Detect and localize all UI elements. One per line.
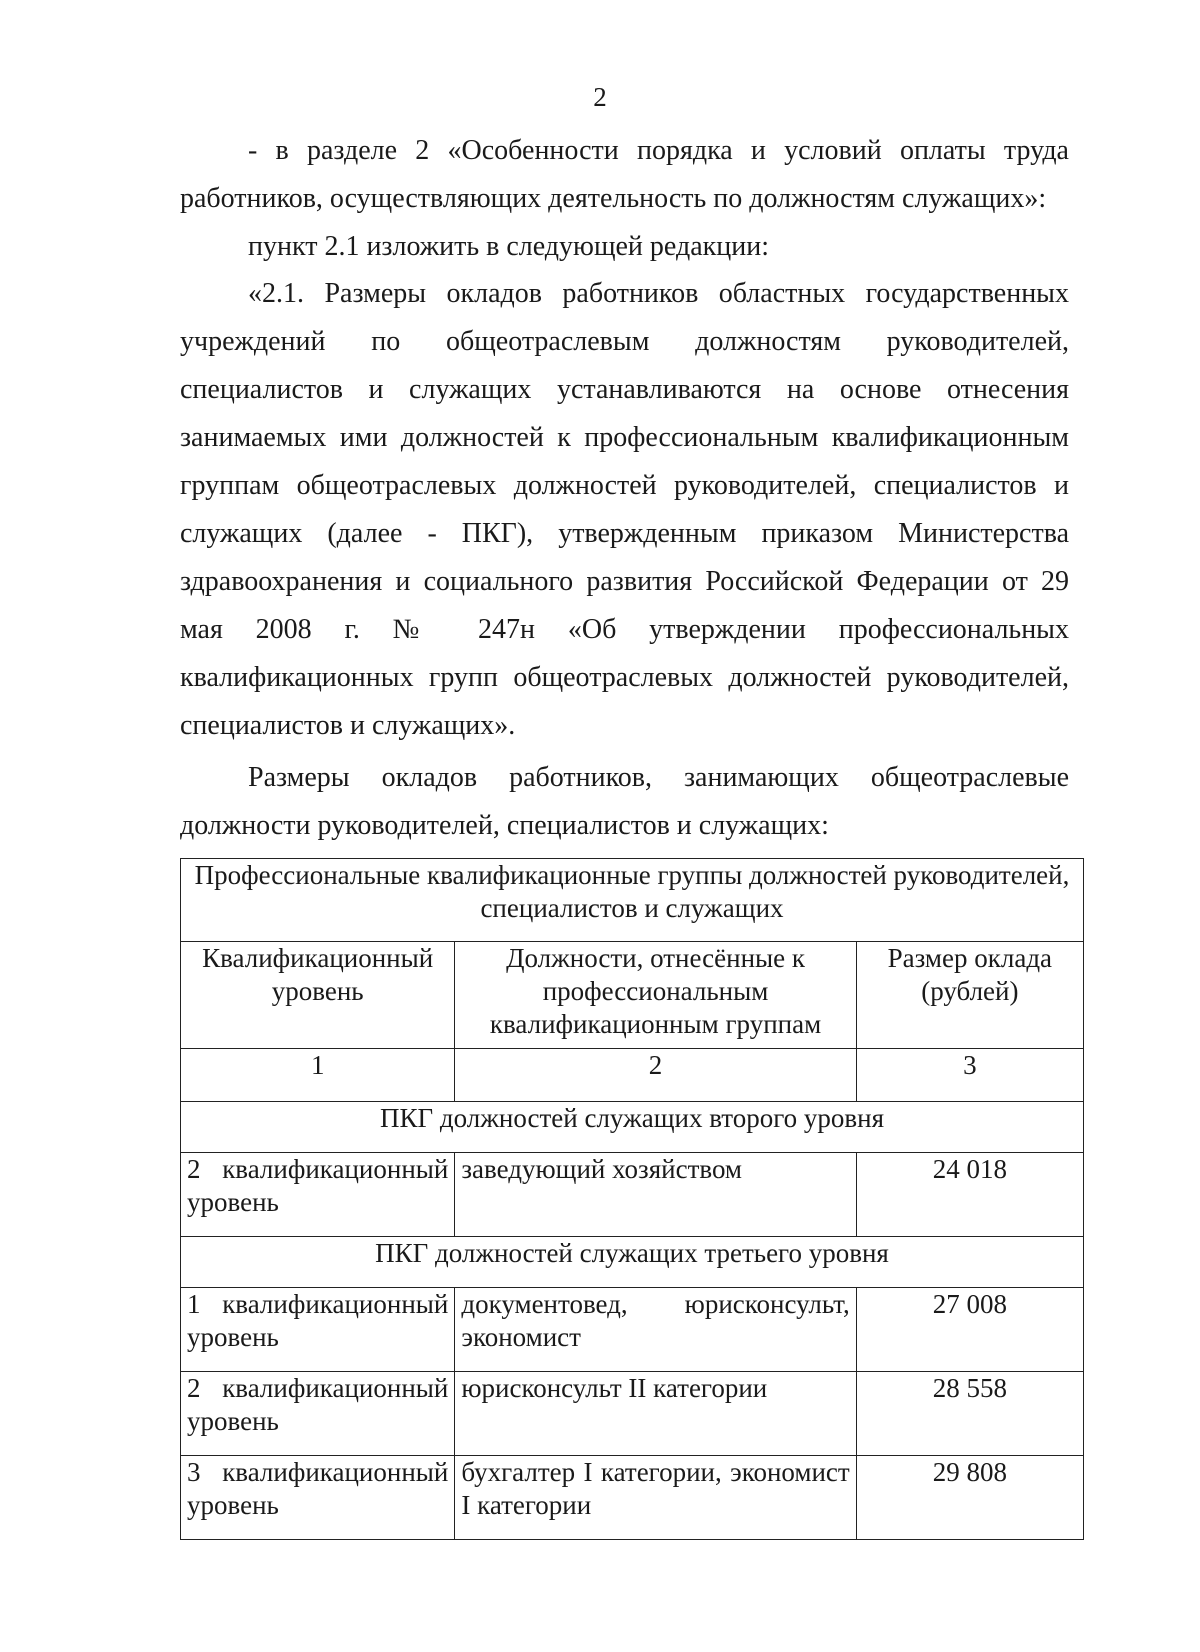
header-salary: Размер оклада (рублей) bbox=[856, 942, 1083, 1049]
positions-cell: бухгалтер I категории, экономист I категории bbox=[455, 1456, 856, 1540]
level-tail: уровень bbox=[187, 1406, 279, 1436]
level-cell bbox=[181, 1153, 455, 1237]
amendment-intro bbox=[180, 127, 1069, 223]
level-number: 3 bbox=[187, 1457, 201, 1487]
table-row bbox=[181, 1372, 1084, 1456]
column-number-row bbox=[181, 1049, 1084, 1102]
page-number: 2 bbox=[593, 82, 607, 112]
column-number: 2 bbox=[455, 1049, 856, 1102]
table-title: Профессиональные квалификационные группы должностей руководителей, специалистов и служащих bbox=[181, 859, 1084, 942]
column-number: 3 bbox=[856, 1049, 1083, 1102]
level-tail: уровень bbox=[187, 1490, 279, 1520]
salary-cell: 27 008 bbox=[856, 1288, 1083, 1372]
table-header-row bbox=[181, 942, 1084, 1049]
table-row bbox=[181, 1153, 1084, 1237]
salary-cell: 28 558 bbox=[856, 1372, 1083, 1456]
table-row bbox=[181, 1288, 1084, 1372]
level-number: 2 bbox=[187, 1154, 201, 1184]
clause-2-1 bbox=[180, 270, 1069, 750]
header-positions: Должности, отнесённые к профессиональным квалификационным группам bbox=[455, 942, 856, 1049]
paragraph-section-2: - в разделе 2 «Особенности порядка и условий оплаты труда работников, осуществляющих деятельность по должностям служащих»: bbox=[180, 135, 1069, 214]
level-word: квалификационный bbox=[222, 1154, 449, 1184]
group-header-row bbox=[181, 1237, 1084, 1288]
level-tail: уровень bbox=[187, 1322, 279, 1352]
table-intro bbox=[180, 754, 1069, 850]
group-header-row bbox=[181, 1102, 1084, 1153]
level-tail: уровень bbox=[187, 1187, 279, 1217]
level-number: 1 bbox=[187, 1289, 201, 1319]
level-number: 2 bbox=[187, 1373, 201, 1403]
table-row bbox=[181, 1456, 1084, 1540]
level-cell bbox=[181, 1288, 455, 1372]
level-word: квалификационный bbox=[222, 1457, 449, 1487]
salary-cell: 24 018 bbox=[856, 1153, 1083, 1237]
positions-cell: юрисконсульт II категории bbox=[455, 1372, 856, 1456]
salary-cell: 29 808 bbox=[856, 1456, 1083, 1540]
positions-cell: заведующий хозяйством bbox=[455, 1153, 856, 1237]
table-title-row bbox=[181, 859, 1084, 942]
paragraph-clause-instruction: пункт 2.1 изложить в следующей редакции: bbox=[248, 231, 769, 262]
column-number: 1 bbox=[181, 1049, 455, 1102]
salary-table bbox=[180, 858, 1084, 1540]
positions-cell: документовед, юрисконсульт, экономист bbox=[455, 1288, 856, 1372]
paragraph-clause-2-1: «2.1. Размеры окладов работников областных государственных учреждений по общеотраслевым должностям руководителей, специалистов и служащих устанавливаются на основе отнесения занимаемых ими должностей к профессиональным квалификационным группам общеотраслевых должностей руководителей, специалистов и служащих (далее - ПКГ), утвержденным приказом Министерства здравоохранения и социального развития Российской Федерации от 29 мая 2008 г. № 247н «Об утверждении профессиональных квалификационных групп общеотраслевых должностей руководителей, специалистов и служащих». bbox=[180, 278, 1069, 741]
paragraph-table-intro: Размеры окладов работников, занимающих общеотраслевые должности руководителей, специалистов и служащих: bbox=[180, 762, 1069, 841]
level-cell bbox=[181, 1372, 455, 1456]
group-title: ПКГ должностей служащих второго уровня bbox=[181, 1102, 1084, 1153]
group-title: ПКГ должностей служащих третьего уровня bbox=[181, 1237, 1084, 1288]
level-cell bbox=[181, 1456, 455, 1540]
header-level: Квалификационный уровень bbox=[181, 942, 455, 1049]
level-word: квалификационный bbox=[222, 1373, 449, 1403]
amendment-instruction bbox=[180, 223, 1069, 271]
level-word: квалификационный bbox=[222, 1289, 449, 1319]
